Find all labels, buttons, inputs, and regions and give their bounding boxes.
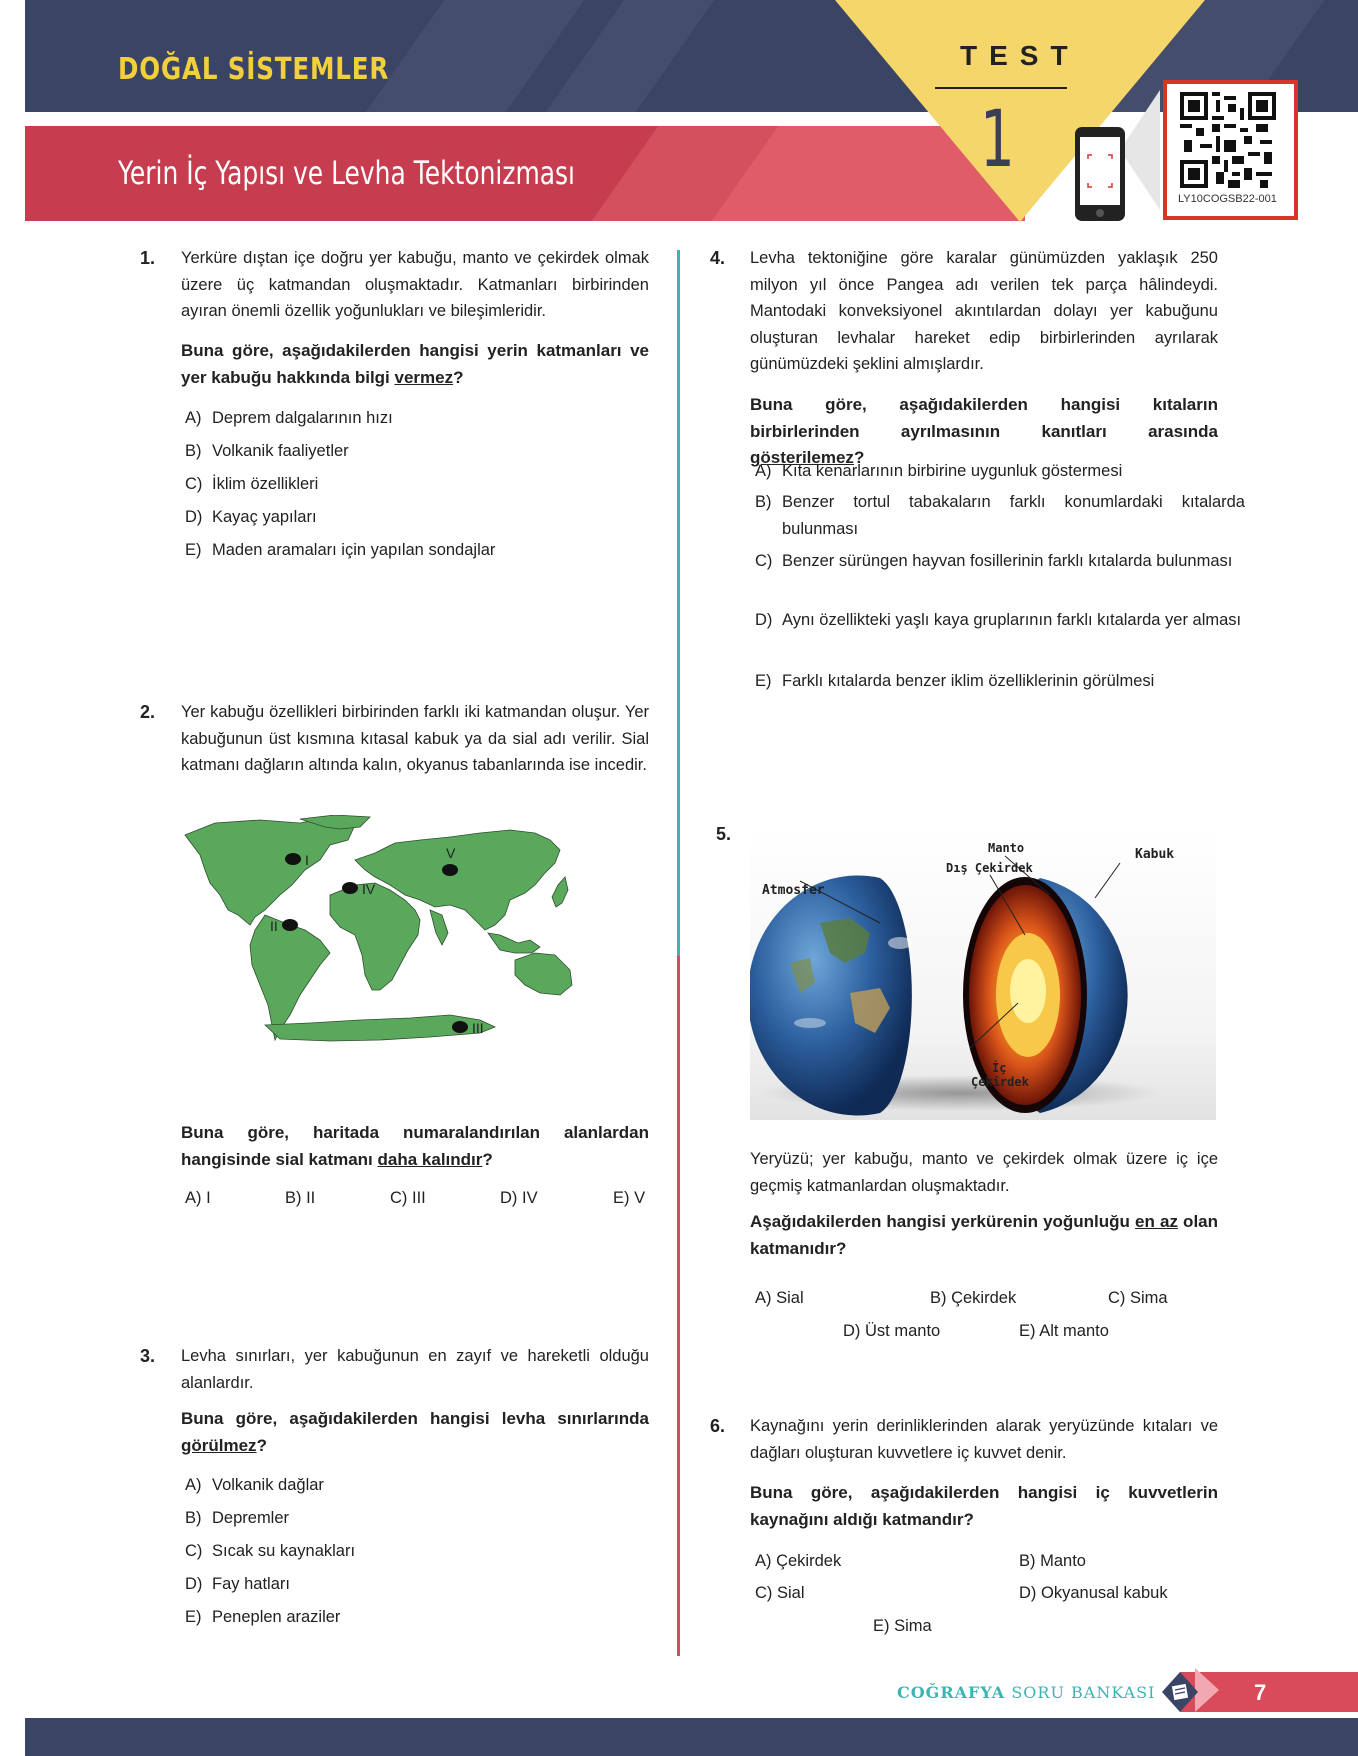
map-label-iii: III (472, 1020, 484, 1036)
map-label-iv: IV (362, 881, 376, 897)
option-c[interactable]: C) İklim özellikleri (185, 475, 319, 493)
question-prompt: Aşağıdakilerden hangisi yerkürenin yoğunluğu en az olan katmanıdır? (750, 1212, 1219, 1258)
option-e[interactable]: E) V (613, 1189, 646, 1207)
map-label-v: V (446, 845, 456, 861)
qr-code-icon[interactable] (1180, 92, 1276, 188)
page-number: 7 (1254, 1680, 1267, 1705)
option-a[interactable]: A) Deprem dalgalarının hızı (185, 409, 393, 427)
question-stem: Yer kabuğu özellikleri birbirinden farklı iki katmandan oluşur. Yer kabuğunun üst kısmına kıtasal kabuk ya da sial adı verilir. Sial katmanı dağların altında kalın, okyanus tabanlarında ise incedir. (181, 703, 649, 774)
option-e[interactable]: E) Farklı kıtalarda benzer iklim özelliklerinin görülmesi (755, 672, 1155, 690)
test-divider (935, 87, 1067, 89)
book-logo-icon (1160, 1670, 1200, 1714)
option-c[interactable]: C) Benzer sürüngen hayvan fosillerinin farklı kıtalarda bulunması (755, 552, 1233, 570)
question-number: 5. (716, 824, 732, 844)
map-label-i: I (305, 852, 309, 868)
option-c[interactable]: C) Sima (1108, 1289, 1168, 1307)
option-e[interactable]: E) Sima (873, 1617, 932, 1635)
test-number: 1 (980, 95, 1015, 185)
question-stem: Levha sınırları, yer kabuğunun en zayıf ve hareketli olduğu alanlardır. (181, 1347, 649, 1392)
question-stem: Kaynağını yerin derinliklerinden alarak yeryüzünde kıtaları ve dağları oluşturan kuvvetlere iç kuvvet denir. (750, 1417, 1218, 1462)
section-title: Yerin İç Yapısı ve Levha Tektonizması (118, 154, 575, 192)
option-d[interactable]: D) Okyanusal kabuk (1019, 1584, 1168, 1602)
column-divider-top (677, 250, 680, 956)
option-d[interactable]: D) Aynı özellikteki yaşlı kaya gruplarının farklı kıtalarda yer alması (755, 611, 1242, 629)
question-stem: Yeryüzü; yer kabuğu, manto ve çekirdek olmak üzere iç içe geçmiş katmanlardan oluşmaktadır. (750, 1150, 1218, 1195)
question-prompt: Buna göre, aşağıdakilerden hangisi kıtaların birbirlerinden ayrılmasının kanıtları arasında gösterilemez? (750, 395, 1218, 467)
option-b[interactable]: B) Depremler (185, 1509, 290, 1527)
option-d[interactable]: D) IV (500, 1189, 538, 1207)
question-number: 1. (140, 248, 156, 268)
label-dis-cekirdek: Dış Çekirdek (946, 861, 1033, 875)
footer-band (25, 1718, 1358, 1756)
test-label: TEST (960, 40, 1080, 71)
question-number: 6. (710, 1416, 726, 1436)
question-prompt: Buna göre, aşağıdakilerden hangisi iç kuvvetlerin kaynağını aldığı katmandır? (750, 1483, 1218, 1529)
option-c[interactable]: C) Sıcak su kaynakları (185, 1542, 356, 1560)
column-divider-bottom (677, 956, 680, 1656)
question-number: 4. (710, 248, 726, 268)
label-kabuk: Kabuk (1135, 847, 1175, 862)
question-prompt: Buna göre, haritada numaralandırılan alanlardan hangisinde sial katmanı daha kalındır? (181, 1123, 649, 1169)
option-b[interactable]: B) Benzer tortul tabakaların farklı konumlardaki kıtalarda bulunması (755, 493, 1245, 538)
earth-layers-figure (750, 823, 1216, 1120)
map-label-ii: II (270, 918, 278, 934)
phone-icon (1075, 127, 1125, 221)
unit-title: DOĞAL SİSTEMLER (118, 52, 390, 87)
question-stem: Yerküre dıştan içe doğru yer kabuğu, manto ve çekirdek olmak üzere üç katmandan oluşmaktadır. Katmanları birbirinden ayıran önemli özellik yoğunlukları ve bileşimleridir. (181, 249, 649, 320)
footer-book-title: COĞRAFYA SORU BANKASI (897, 1683, 1156, 1702)
question-prompt: Buna göre, aşağıdakilerden hangisi levha sınırlarında görülmez? (181, 1409, 649, 1455)
qr-caption: LY10COGSB22-001 (1178, 193, 1277, 205)
option-a[interactable]: A) I (185, 1189, 211, 1207)
question-number: 2. (140, 702, 156, 722)
option-a[interactable]: A) Volkanik dağlar (185, 1476, 324, 1494)
question-prompt: Buna göre, aşağıdakilerden hangisi yerin katmanları ve yer kabuğu hakkında bilgi vermez? (181, 341, 649, 387)
option-a[interactable]: A) Çekirdek (755, 1552, 842, 1570)
label-atmosfer: Atmosfer (762, 883, 825, 898)
option-b[interactable]: B) II (285, 1189, 316, 1207)
option-c[interactable]: C) Sial (755, 1584, 805, 1602)
question-number: 3. (140, 1346, 156, 1366)
option-d[interactable]: D) Üst manto (843, 1322, 941, 1340)
option-c[interactable]: C) III (390, 1189, 426, 1207)
option-e[interactable]: E) Alt manto (1019, 1322, 1109, 1340)
option-d[interactable]: D) Fay hatları (185, 1575, 290, 1593)
question-stem: Levha tektoniğine göre karalar günümüzden yaklaşık 250 milyon yıl önce Pangea adı verilen tek parça hâlindeydi. Mantodaki konveksiyonel akıntılardan dolayı yer kabuğunu oluşturan levhalar hareket edip birbirlerinden ayrılarak günümüzdeki şeklini almışlardır. (750, 249, 1218, 373)
option-e[interactable]: E) Maden aramaları için yapılan sondajlar (185, 541, 496, 559)
label-ic: İç (992, 1061, 1007, 1075)
label-manto: Manto (988, 841, 1025, 855)
option-a[interactable]: A) Kıta kenarlarının birbirine uygunluk göstermesi (755, 462, 1123, 480)
option-b[interactable]: B) Çekirdek (930, 1289, 1017, 1307)
option-e[interactable]: E) Peneplen araziler (185, 1608, 341, 1626)
option-b[interactable]: B) Manto (1019, 1552, 1086, 1570)
label-cekirdek: Çekirdek (971, 1075, 1029, 1089)
option-a[interactable]: A) Sial (755, 1289, 804, 1307)
option-b[interactable]: B) Volkanik faaliyetler (185, 442, 349, 460)
world-map (180, 815, 650, 1090)
scan-ray (1120, 90, 1160, 210)
option-d[interactable]: D) Kayaç yapıları (185, 508, 317, 526)
